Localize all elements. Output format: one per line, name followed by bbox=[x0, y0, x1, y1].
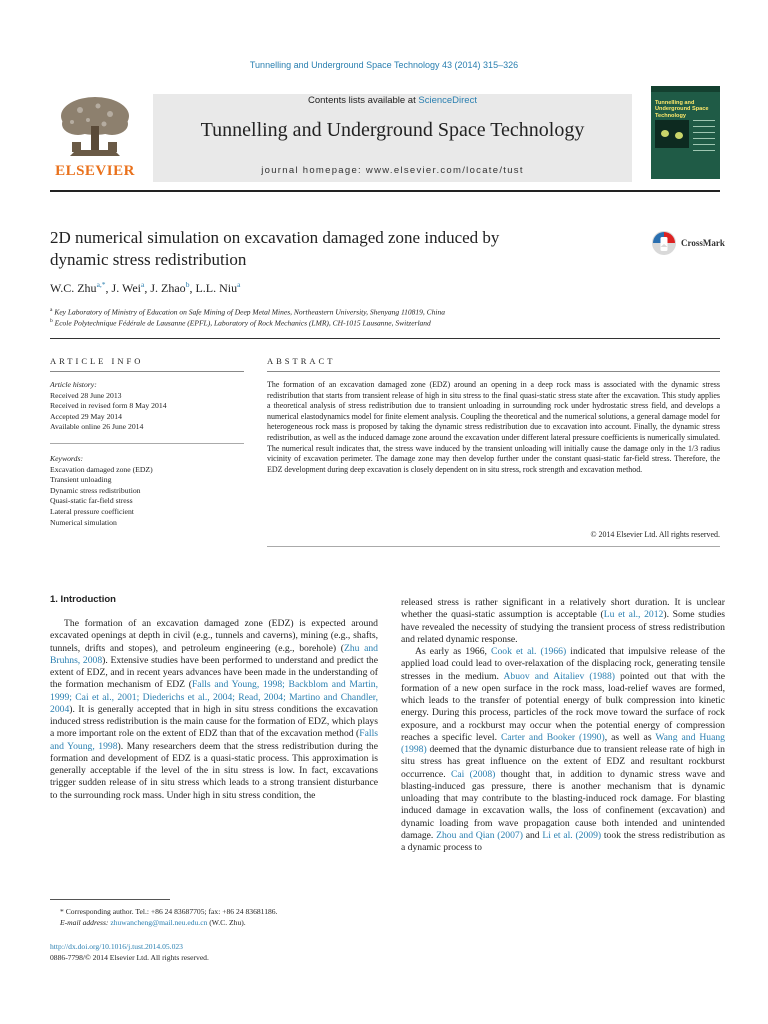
abstract-text: The formation of an excavation damaged zone (EDZ) around an opening in a deep rock mass is associated with the dynamic stress redistribution that starts from transient release of high in situ stress to the final quasi-static stress state after the excavation. This study applies a theoretical analysis of stress redistribution due to transient unloading in surrounding rock under hydrostatic stress field, and develops a numerical elastodynamics model for finite element analysis. Coupling the theoretical and the numerical solutions, a general damage model for heterogeneous rock mass is proposed by taking the dynamic stress redistribution due to excavation into account. Finally, the dynamic stress redistribution, as well as the induced damage zone around the excavation under different lateral pressure coefficients is numerically simulated. The numerical result indicates that, the stress wave induced by the transient unloading will initially cause the damage only in the 1/3 radius vicinity of excavation perimeter. The damage zone may then develop further under the constant quasi-static far-field stress. Therefore, the EDZ development during deep excavation is closely dependent on in situ stress, rock strength and excavation method. bbox=[267, 380, 720, 474]
citation-link[interactable]: Falls and Young, 1998 bbox=[50, 728, 378, 752]
paper-title-line-2: dynamic stress redistribution bbox=[50, 250, 247, 269]
author-name[interactable]: J. Zhao bbox=[150, 281, 186, 295]
citation-link[interactable]: Wang and Huang (1998) bbox=[401, 731, 725, 755]
section-rule bbox=[50, 338, 720, 339]
crossmark-badge[interactable] bbox=[651, 230, 725, 256]
author-name[interactable]: W.C. Zhu bbox=[50, 281, 97, 295]
affiliation-mark: a bbox=[50, 307, 53, 313]
article-history-label: Article history: bbox=[50, 380, 97, 389]
contents-line bbox=[153, 95, 632, 106]
cover-title: Tunnelling and Underground Space Technology bbox=[655, 100, 709, 119]
author-affiliation-mark[interactable]: a,* bbox=[96, 280, 106, 289]
citation-link[interactable]: Li et al. (2009) bbox=[542, 829, 602, 841]
header-rule bbox=[50, 190, 720, 192]
citation-link[interactable]: Cai (2008) bbox=[450, 768, 496, 780]
affiliation-text: Ecole Polytechnique Fédérale de Lausanne (EPFL), Laboratory of Rock Mechanics (LMR), CH-1015 Lausanne, Switzerland bbox=[54, 318, 431, 328]
intro-paragraph bbox=[401, 646, 725, 854]
author-affiliation-mark[interactable]: b bbox=[185, 280, 190, 289]
intro-paragraph bbox=[401, 597, 725, 646]
journal-homepage[interactable]: journal homepage: www.elsevier.com/locate/tust bbox=[261, 165, 524, 176]
email-label: E-mail address: bbox=[60, 918, 111, 927]
author-affiliation-mark[interactable]: a bbox=[141, 280, 145, 289]
body-text-run: and bbox=[522, 829, 543, 841]
intro-left-column bbox=[50, 618, 378, 802]
body-text-run: ). Some studies have revealed the necessity of studying the transient process of stress redistribution and related dynamic response. bbox=[401, 609, 725, 645]
author-affiliation-mark[interactable]: a bbox=[237, 280, 241, 289]
paper-title bbox=[50, 227, 610, 271]
body-text-run: ). It is generally accepted that in high in situ stress conditions the excavation induced stress redistribution is the main cause for the formation of EDZ, which plays a more important role on the extent of EDZ than that of the excavation method ( bbox=[50, 703, 378, 740]
article-info-divider bbox=[50, 443, 244, 444]
keyword-item: Quasi-static far-field stress bbox=[50, 496, 133, 506]
abstract-end-rule bbox=[267, 546, 720, 547]
keyword-item: Excavation damaged zone (EDZ) bbox=[50, 464, 153, 474]
doi-link[interactable]: http://dx.doi.org/10.1016/j.tust.2014.05.023 bbox=[50, 942, 183, 951]
body-text-run: ). Many researchers deem that the stress redistribution during the formation and development of EDZ is a quasi-static process. This approximation is generally acceptable if the level of the in situ stress is low. In fact, excavations trigger sudden release of in situ stress which leads to a strong transient disturbance to the surrounding rock mass. Under high in situ stress condition, the bbox=[50, 740, 378, 801]
sciencedirect-link[interactable]: ScienceDirect bbox=[418, 95, 477, 106]
keyword-item: Transient unloading bbox=[50, 475, 112, 485]
journal-title: Tunnelling and Underground Space Technology bbox=[200, 119, 585, 141]
author-name[interactable]: L.L. Niu bbox=[195, 281, 238, 295]
crossmark-icon bbox=[651, 230, 677, 256]
contents-prefix: Contents lists available at bbox=[308, 95, 419, 106]
doi-block bbox=[50, 941, 209, 963]
author-email-link[interactable]: zhuwancheng@mail.neu.edu.cn bbox=[110, 918, 208, 927]
history-item: Available online 26 June 2014 bbox=[50, 422, 144, 432]
body-text-run: ). Extensive studies have been performed to understand and predict the extent of EDZ, and in recent years advances have been made in the understanding of the formation mechanism of EDZ ( bbox=[50, 654, 378, 691]
footnote bbox=[50, 906, 380, 928]
journal-cover-thumbnail[interactable] bbox=[651, 86, 720, 179]
intro-right-column bbox=[401, 597, 725, 854]
citation-link[interactable]: Cook et al. (1966) bbox=[491, 646, 567, 657]
journal-reference[interactable]: Tunnelling and Underground Space Technology 43 (2014) 315–326 bbox=[249, 60, 519, 70]
section-heading-introduction: 1. Introduction bbox=[50, 594, 116, 605]
elsevier-wordmark: ELSEVIER bbox=[55, 163, 135, 179]
body-text-run: As early as 1966, bbox=[415, 646, 492, 657]
affiliation-text: Key Laboratory of Ministry of Education on Safe Mining of Deep Metal Mines, Northeastern University, Shenyang 110819, China bbox=[54, 307, 445, 317]
body-text-run: released stress is rather significant in a relatively short duration. It is unclear whether the quasi-static assumption is acceptable ( bbox=[401, 597, 725, 621]
crossmark-label: CrossMark bbox=[681, 238, 725, 248]
body-text-run: took the stress redistribution as a dynamic process to bbox=[401, 829, 725, 853]
keywords-label: Keywords: bbox=[50, 453, 84, 463]
affiliation-b bbox=[50, 318, 431, 328]
keyword-item: Lateral pressure coefficient bbox=[50, 506, 134, 516]
keyword-item: Dynamic stress redistribution bbox=[50, 485, 141, 495]
corresponding-author-note: * Corresponding author. Tel.: +86 24 83687705; fax: +86 24 83681186. bbox=[60, 907, 278, 916]
paper-title-line-1: 2D numerical simulation on excavation damaged zone induced by bbox=[50, 228, 500, 247]
abstract-rule bbox=[267, 371, 720, 372]
affiliation-mark: b bbox=[50, 318, 53, 324]
citation-link[interactable]: Zhou and Qian (2007) bbox=[436, 829, 523, 841]
body-text-run: pointed out that with the formation of a new open surface in the rock mass, load-relief waves are formed, which leads to the transfer of potential energy of bulk compression into kinetic energy. During this process, particles of the rock move toward the surface of rock exposure, and a rockburst may occur when the potential energy of compression reaches a specific level. bbox=[401, 670, 725, 743]
body-text-run: , as well as bbox=[604, 731, 656, 743]
article-info bbox=[50, 380, 250, 528]
history-item: Accepted 29 May 2014 bbox=[50, 411, 122, 421]
abstract-copyright: © 2014 Elsevier Ltd. All rights reserved. bbox=[590, 530, 720, 539]
email-suffix: (W.C. Zhu). bbox=[207, 918, 246, 927]
issn-line: 0886-7798/© 2014 Elsevier Ltd. All rights reserved. bbox=[50, 953, 209, 962]
author-list: W.C. Zhu$^{a,*}$, J. Wei$^a$, J. Zhao$^b$, L.L. Niu$^a$ bbox=[50, 280, 241, 295]
citation-link[interactable]: Carter and Booker (1990) bbox=[500, 731, 605, 743]
article-info-rule bbox=[50, 371, 244, 372]
abstract-heading: ABSTRACT bbox=[267, 356, 336, 366]
history-item: Received 28 June 2013 bbox=[50, 390, 122, 400]
body-text-run: indicated that impulsive release of the applied load could lead to over-relaxation of the displacing rock, generating tensile stresses in the medium. bbox=[401, 646, 725, 682]
citation-link[interactable]: Lu et al., 2012 bbox=[603, 609, 664, 621]
article-info-heading: ARTICLE INFO bbox=[50, 356, 144, 366]
body-text-run: The formation of an excavation damaged zone (EDZ) is expected around excavated openings at depth in civil (e.g., tunnels and caverns), mining (e.g., shafts, tunnels, drifts and stopes), and petroleum engineering (e.g., borehole) ( bbox=[50, 618, 378, 654]
author-name[interactable]: J. Wei bbox=[111, 281, 142, 295]
keyword-item: Numerical simulation bbox=[50, 517, 117, 527]
citation-link[interactable]: Abuov and Aitaliev (1988) bbox=[503, 670, 616, 682]
citation-link[interactable]: Falls and Young, 1998; Backblom and Martin, 1999; Cai et al., 2001; Diederichs et al., 2004; Read, 2004; Martino and Chandler, 2004 bbox=[50, 679, 378, 715]
citation-link[interactable]: Zhu and Bruhns, 2008 bbox=[50, 642, 378, 666]
body-text-run: deemed that the dynamic disturbance due to transient release rate of high in situ stress has great influence on the extent of EDZ and resultant rockburst occurrence. bbox=[401, 744, 725, 780]
history-item: Received in revised form 8 May 2014 bbox=[50, 401, 167, 411]
affiliation-a bbox=[50, 307, 445, 317]
footnote-rule bbox=[50, 899, 170, 900]
body-text-run: thought that, in addition to dynamic stress wave and blasting-induced gas pressure, there is another mechanism that is dynamic unloading that may contribute to the blasting-induced rock damage. For blasting induced damage in excavation walls, the loss of confinement (excavation) and dynamic loading from wave propagation cause both intended and unintended damage. bbox=[401, 768, 725, 841]
